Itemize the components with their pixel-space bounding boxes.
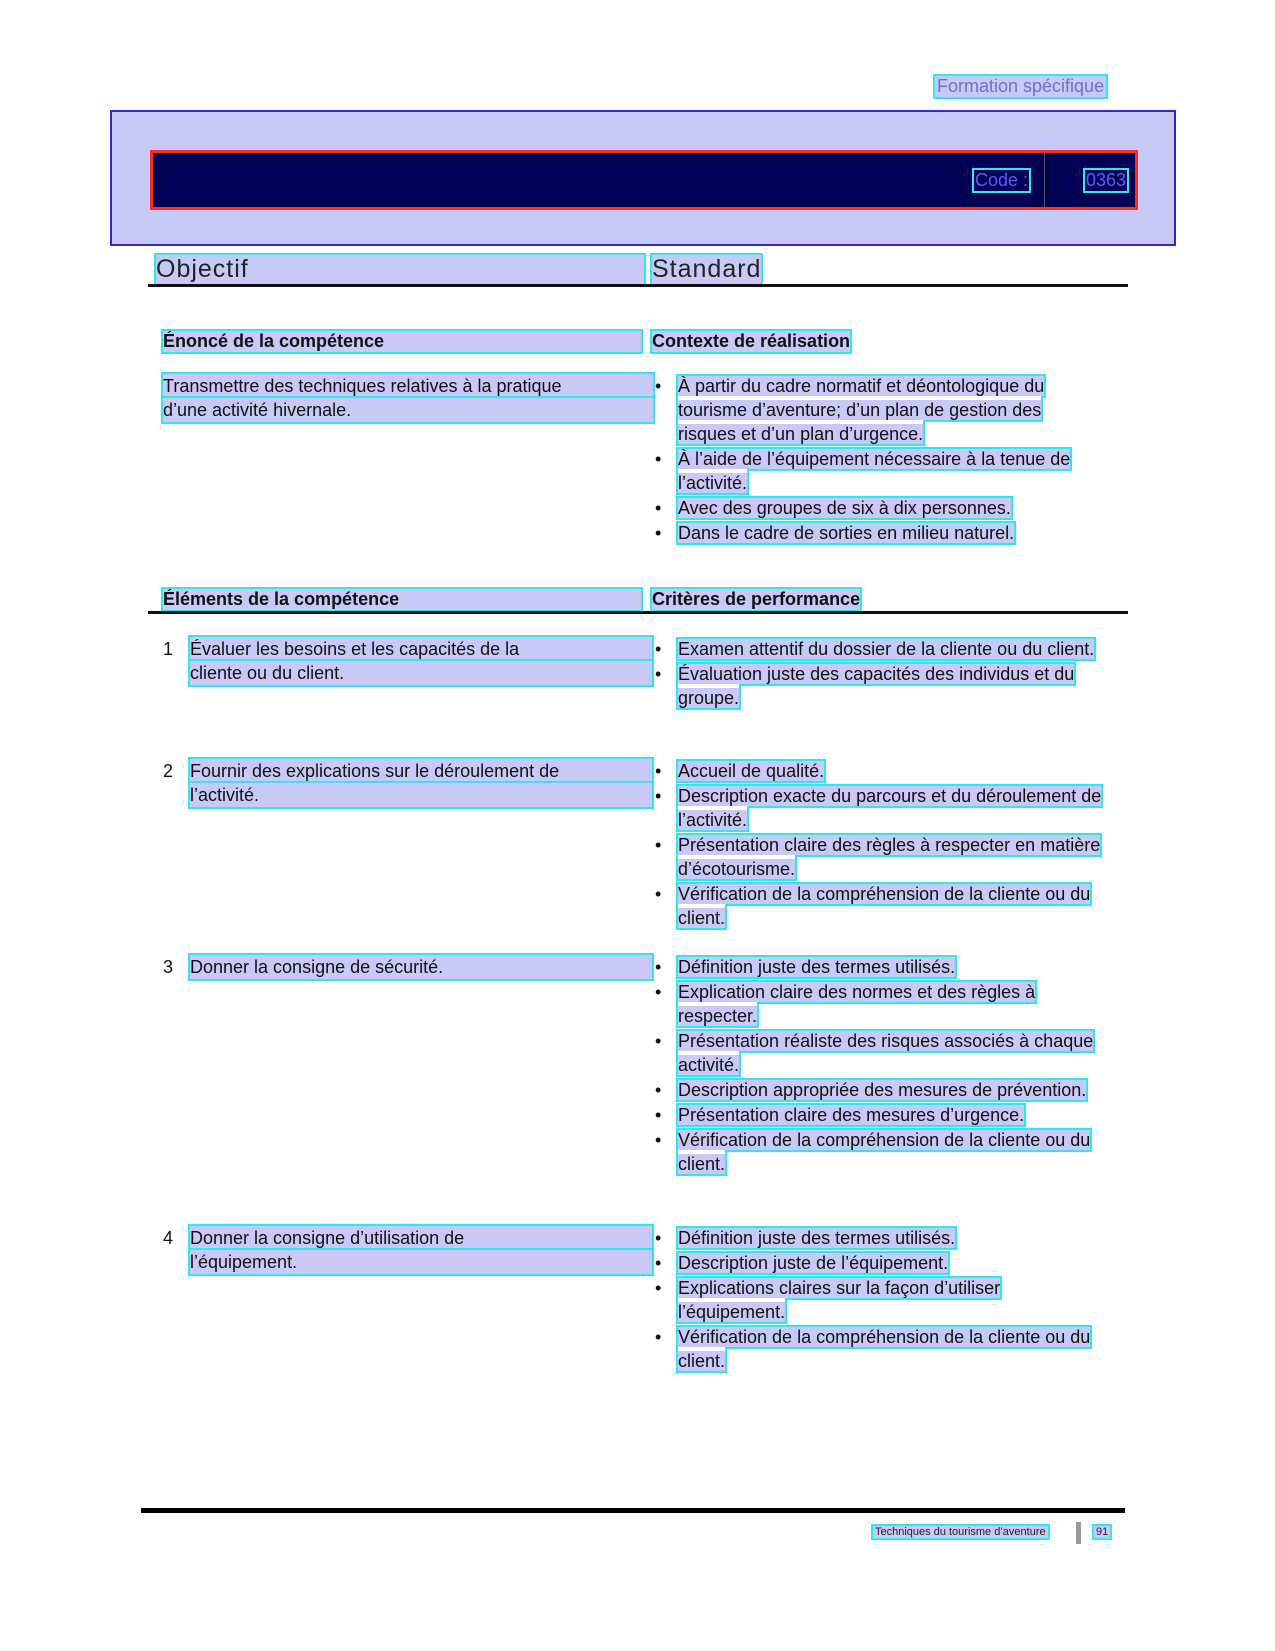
element-text-line1: Donner la consigne d’utilisation de [190,1226,652,1250]
criterion: Vérification de la compréhension de la cliente ou du client. [678,1327,1091,1371]
footer-separator [1076,1522,1081,1544]
criterion: Description exacte du parcours et du déroulement de l’activité. [678,786,1102,830]
criteria-list [652,759,1102,931]
contexte-list [652,374,1102,546]
list-item: • Avec des groupes de six à dix personnes. [655,498,1011,518]
element-number: 2 [163,761,174,781]
list-item: • À partir du cadre normatif et déontologique du tourisme d’aventure; d’un plan de gestion des risques et d’un plan d’urgence. [655,376,1045,444]
list-item: • Présentation claire des mesures d’urgence. [655,1105,1025,1125]
contexte-item: Dans le cadre de sorties en milieu naturel. [678,523,1015,543]
page-number: 91 [1096,1526,1109,1538]
element-text-line1: Évaluer les besoins et les capacités de la [190,637,652,661]
enonce-heading: Énoncé de la compétence [163,331,641,352]
criterion: Présentation réaliste des risques associés à chaque activité. [678,1031,1094,1075]
contexte-item: Avec des groupes de six à dix personnes. [678,498,1011,518]
element-text-line2: l’activité. [190,783,652,807]
contexte-item: À partir du cadre normatif et déontologique du tourisme d’aventure; d’un plan de gestion des risques et d’un plan d’urgence. [678,376,1045,444]
criterion: Définition juste des termes utilisés. [678,957,956,977]
criterion: Explication claire des normes et des règles à respecter. [678,982,1036,1026]
criterion: Vérification de la compréhension de la cliente ou du client. [678,884,1091,928]
footer-title: Techniques du tourisme d’aventure [875,1526,1046,1538]
list-item: • Présentation claire des règles à respecter en matière d’écotourisme. [655,835,1101,879]
elements-rule [148,611,1128,614]
criteria-list [652,637,1102,711]
element-number: 4 [163,1228,174,1248]
list-item: • Vérification de la compréhension de la cliente ou du client. [655,884,1091,928]
list-item: • Description juste de l’équipement. [655,1253,949,1273]
element-text-line2: l’équipement. [190,1250,652,1274]
contexte-item: À l’aide de l’équipement nécessaire à la tenue de l’activité. [678,449,1071,493]
title-rule [148,284,1128,287]
section-label: Formation spécifique [937,76,1105,96]
footer-rule [141,1508,1125,1513]
element-text-line2: cliente ou du client. [190,661,652,685]
list-item: • Accueil de qualité. [655,761,825,781]
list-item: • À l’aide de l’équipement nécessaire à la tenue de l’activité. [655,449,1071,493]
criterion: Explications claires sur la façon d’utiliser l’équipement. [678,1278,1001,1322]
criterion: Examen attentif du dossier de la cliente ou du client. [678,639,1095,659]
criterion: Évaluation juste des capacités des individus et du groupe. [678,664,1075,708]
list-item: • Présentation réaliste des risques associés à chaque activité. [655,1031,1094,1075]
list-item: • Vérification de la compréhension de la cliente ou du client. [655,1327,1091,1371]
list-item: • Description exacte du parcours et du déroulement de l’activité. [655,786,1102,830]
criteria-list [652,955,1102,1177]
list-item: • Description appropriée des mesures de prévention. [655,1080,1087,1100]
list-item: • Vérification de la compréhension de la cliente ou du client. [655,1130,1091,1174]
criterion: Présentation claire des mesures d’urgence. [678,1105,1025,1125]
list-item: • Dans le cadre de sorties en milieu naturel. [655,523,1015,543]
elements-heading: Éléments de la compétence [163,589,641,610]
criterion: Présentation claire des règles à respecter en matière d’écotourisme. [678,835,1101,879]
standard-title: Standard [652,255,762,283]
code-divider [1044,153,1045,207]
objectif-title: Objectif [156,255,644,284]
criterion: Vérification de la compréhension de la cliente ou du client. [678,1130,1091,1174]
enonce-text-line1: Transmettre des techniques relatives à la pratique [163,374,653,398]
list-item: • Définition juste des termes utilisés. [655,1228,956,1248]
criterion: Définition juste des termes utilisés. [678,1228,956,1248]
code-label: Code : [974,170,1028,190]
criterion: Description juste de l’équipement. [678,1253,949,1273]
banner-bar [150,150,1138,210]
competency-banner [110,110,1176,246]
list-item: • Examen attentif du dossier de la cliente ou du client. [655,639,1095,659]
criterion: Description appropriée des mesures de prévention. [678,1080,1087,1100]
contexte-heading: Contexte de réalisation [652,331,851,351]
list-item: • Évaluation juste des capacités des individus et du groupe. [655,664,1075,708]
element-number: 1 [163,639,174,659]
criteres-heading: Critères de performance [652,589,861,609]
element-text-line1: Fournir des explications sur le déroulement de [190,759,652,783]
list-item: • Explication claire des normes et des règles à respecter. [655,982,1036,1026]
list-item: • Définition juste des termes utilisés. [655,957,956,977]
list-item: • Explications claires sur la façon d’utiliser l’équipement. [655,1278,1001,1322]
criteria-list [652,1226,1102,1374]
element-text-line1: Donner la consigne de sécurité. [190,955,652,979]
code-value: 0363 [1085,170,1126,190]
element-number: 3 [163,957,174,977]
criterion: Accueil de qualité. [678,761,825,781]
enonce-text-line2: d’une activité hivernale. [163,398,653,422]
